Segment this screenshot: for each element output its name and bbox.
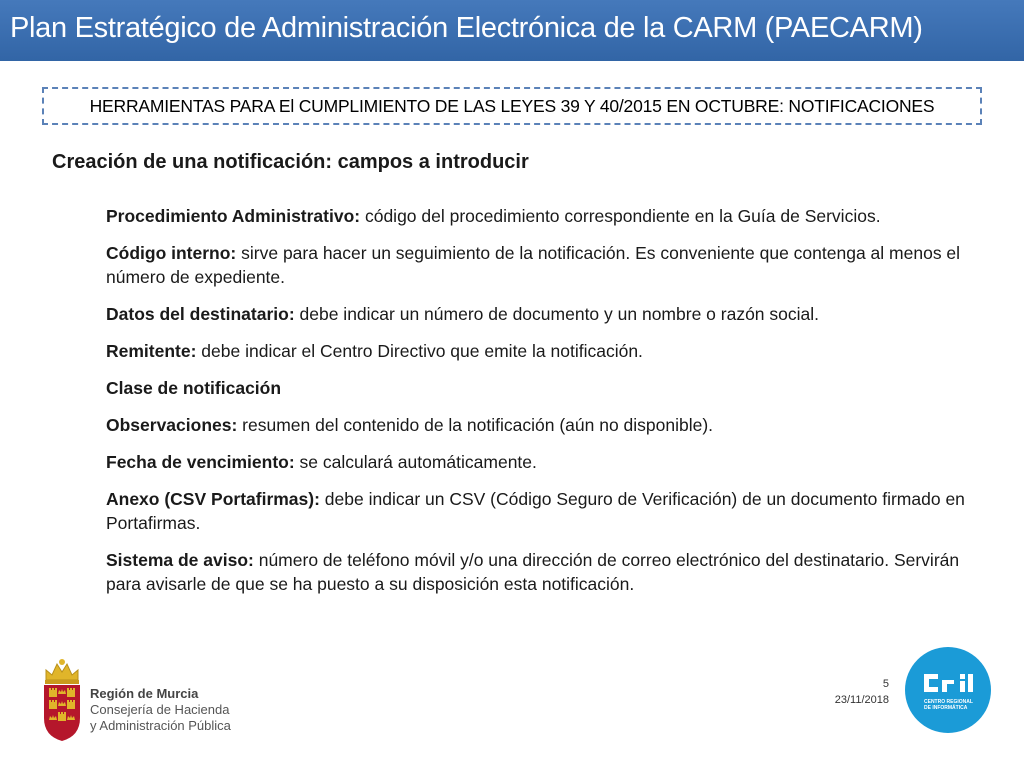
field-description: debe indicar un número de documento y un nombre o razón social. [294, 304, 819, 324]
field-description: se calculará automáticamente. [294, 452, 537, 472]
field-list [106, 204, 976, 609]
field-item [106, 204, 976, 228]
field-label: Remitente: [106, 341, 197, 361]
field-label: Procedimiento Administrativo: [106, 206, 361, 226]
org-name: Región de Murcia [90, 686, 199, 701]
section-banner [42, 87, 982, 125]
page-title: Plan Estratégico de Administración Electrónica de la CARM (PAECARM) [10, 12, 923, 44]
title-bar [0, 0, 1024, 61]
content-subheading: Creación de una notificación: campos a introducir [52, 151, 529, 173]
field-item [106, 376, 976, 400]
field-description: debe indicar un CSV (Código Seguro de Verificación) de un documento firmado en Portafirmas. [106, 489, 965, 533]
field-label: Anexo (CSV Portafirmas): [106, 489, 320, 509]
section-banner-text: HERRAMIENTAS PARA El CUMPLIMIENTO DE LAS LEYES 39 Y 40/2015 EN OCTUBRE: NOTIFICACIONES [89, 95, 935, 116]
field-description: resumen del contenido de la notificación (aún no disponible). [237, 415, 714, 435]
field-description: código del procedimiento correspondiente en la Guía de Servicios. [360, 206, 881, 226]
cri-label [924, 699, 973, 711]
cri-label-line: CENTRO REGIONAL [924, 699, 973, 705]
field-label: Fecha de vencimiento: [106, 452, 295, 472]
region-murcia-logo [40, 658, 240, 748]
field-label: Código interno: [106, 243, 237, 263]
field-label: Datos del destinatario: [106, 304, 295, 324]
field-description: sirve para hacer un seguimiento de la notificación. Es conveniente que contenga al menos el número de expediente. [106, 243, 961, 287]
org-text [90, 686, 231, 734]
org-department-line: y Administración Pública [90, 718, 231, 733]
coat-of-arms-icon [40, 658, 84, 742]
field-item [106, 302, 976, 326]
slide-date: 23/11/2018 [834, 694, 889, 706]
field-item [106, 548, 976, 596]
field-label: Sistema de aviso: [106, 550, 254, 570]
field-item [106, 487, 976, 535]
field-description: debe indicar el Centro Directivo que emite la notificación. [196, 341, 643, 361]
cri-logo-icon [905, 647, 991, 733]
field-label: Clase de notificación [106, 378, 282, 398]
field-label: Observaciones: [106, 415, 238, 435]
field-item [106, 339, 976, 363]
org-department-line: Consejería de Hacienda [90, 702, 230, 717]
cri-label-line: DE INFORMÁTICA [924, 705, 968, 711]
field-item [106, 241, 976, 289]
field-item [106, 413, 976, 437]
slide-number: 5 [882, 678, 889, 690]
field-item [106, 450, 976, 474]
cri-logo-text: CRI [947, 688, 949, 689]
field-description: número de teléfono móvil y/o una dirección de correo electrónico del destinatario. Servirán para avisarle de que se ha puesto a su disposición esta notificación. [106, 550, 960, 594]
